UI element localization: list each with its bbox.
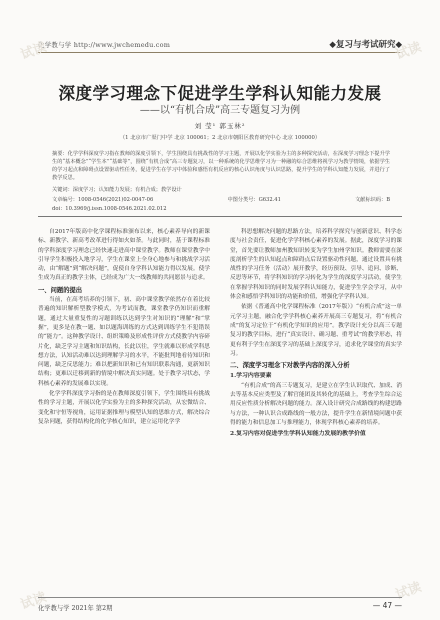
section-heading: 一、问题的提出 (38, 286, 83, 294)
document-code: 文献标识码：B (355, 197, 390, 203)
footer-rule (38, 597, 402, 598)
article-meta (52, 196, 390, 203)
watermark: 试读 (393, 579, 424, 603)
clc-number: 中图分类号：G632.41 (227, 197, 281, 203)
doi: doi：10.3969/j.issn.1008-0546.2021.02.012 (52, 206, 167, 212)
section-label: ◆复习与考试研究◆ (329, 40, 402, 50)
footer-journal-issue: 化学教与学 2021年 第2期 (38, 605, 113, 612)
abstract: 摘要：化学学科深度学习指在教师的深度引领下，学生围绕具有挑战性的学习主题，开展以化学实验为主的多种探究活动，在深度学习理念下提升学生的“基本概念”“学生本”“基础等”，围绕“有机合成”高三专题复习，以一种系统的化学思维学习为一种融的综合思维将视学习为教学情境，依据学生的学习起点和障碍点设置驱动性任务，促进学生在学习中体验和感悟有机反应的核心认识角度与认识思路，提升学生的学科认知能力发展，并进行了教学反思。 (52, 151, 390, 181)
paragraph: 科思想解决问题的思路方法，培养科学探究与创新意识、科学态度与社会责任，促进化学学科核心素养的发展。据此，深度学习的课堂，首先要让教师加州教知识转变为学生加州学知识。教师需要在深度剖析学生的认知起点和障碍点后设置驱动性问题，通过设置具有挑战性的学习任务（活动）展开教学，经历预设、引导、追问、诊断、反思等环节，将学科知识的学习转化为学生的深度学习活动，使学生在掌握学科知识的同时发展学科认知能力，促进学生学会学习，从中体会和感悟学科知识的功能和价值，增强化学学科认知。 (230, 229, 402, 301)
body-column-left (38, 228, 210, 428)
article-subtitle: ——以“有机合成”高三专题复习为例 (139, 105, 301, 116)
paragraph: 化学学科深度学习指的是在教师深度引领下，学生围绕具有挑战性的学习主题，开展以化学实验为主的多种探究活动，从宏微结合、变化和守恒等视角，运用证据推理与模型认知的思维方式，解决综合复杂问题，获得结构化的化学核心知识，建立运用化学学 (38, 391, 210, 425)
article-title: 深度学习理念下促进学生学科认知能力发展 (58, 84, 382, 103)
header-rule (38, 52, 402, 53)
page-number: — 47 — (372, 601, 402, 610)
paragraph: 当前，在高考培养的引领下，初、高中课堂教学依然存在着比较普遍的知识解析型教学模式，为考试而教，课堂教学仍知识而重解题，通过大量重复性的习题训练以达到学生对知识的“理解”和“掌握”，更多是在教一题、如以题海训练的方式达到训练学生不犯错误的“能力”。这种教学设计、组织策略及形成性评价方式使教学内容碎片化，缺乏学习主题和知识结构，长此以往，学生就难以形成学科思想方法，认知活动难以达到理解学习的水平，不能批判地看待知识和问题，缺乏反思能力；难以把新知识和已有知识联系沟通，更新知识结构；更难以迁移到新的情境中解决真实问题。处于教学习状态，学科核心素养的发展难以实现。 (38, 297, 210, 387)
page-header (0, 0, 440, 62)
watermark: 试读 (18, 589, 49, 613)
section-heading: 1.学习内容要素 (230, 372, 272, 380)
article-number: 文章编号：1008-0546(2021)02-0047-06 (52, 197, 154, 203)
watermark: 试读 (18, 39, 49, 63)
paragraph: 自2017年版高中化学课程标准颁布以来，核心素养导向的新课标、新教学、新高考改革进行得如火如荼。与此同时，基于课程标准的学科深度学习理念已经快速走进高中课堂教学。教师在课堂教学中引导学生积极投入地学习，学生在课堂上全身心地参与和挑战学习活动，由“解题”到“解决问题”，促使自身学科认知能力得以发展。使学生成为真正的教学主体，已经成为广大一线教师的共同愿景与追求。 (38, 229, 210, 282)
body-column-right (230, 228, 402, 440)
section-heading: 二、深度学习理念下对教学内容的深入分析 (230, 362, 350, 370)
affiliation: （1 北京市广渠门中学 北京 100061；2 北京市朝阳区教育研究中心 北京 100000） (119, 135, 321, 141)
keywords: 关键词：深度学习；认知能力发展；有机合成；教学设计 (52, 187, 182, 193)
section-heading: 2.复习内容对促进学生学科认知能力发展的教学价值 (230, 430, 366, 438)
paragraph: 依据《普通高中化学课程标准（2017年版）》“有机合成”这一单元学习主题，融合化学学科核心素养开展高三专题复习，将“有机合成”的复习定位于“有机化学知识的应用”。教学设计充分以高三专题复习的教学目标，进行“真实设计、确习题、重考试”的教学形态，将更有利于学生在深度学习的基础上深度学习，追求化学课堂的真实学习。 (230, 304, 402, 357)
journal-url: 化学教与学 http://www.jwchemedu.com (38, 41, 171, 49)
abstract-separator (38, 216, 402, 217)
paragraph: “有机合成”的高三专题复习，是建立在学生认识取代、加成、消去等基本反应类型及了解官能团及其转化的基础上，考查学生综合运用反应性质分析解决问题的能力。深入设计研究合成路线的构建思路与方法，一种认识合成路线的一般方法，提升学生在新情境问题中获得的能力和信息加工与推理能力，体现学科核心素养的培养。 (230, 382, 402, 426)
watermark: 试读 (393, 39, 424, 63)
authors: 刘 莹¹ 郭玉林² (194, 122, 246, 130)
